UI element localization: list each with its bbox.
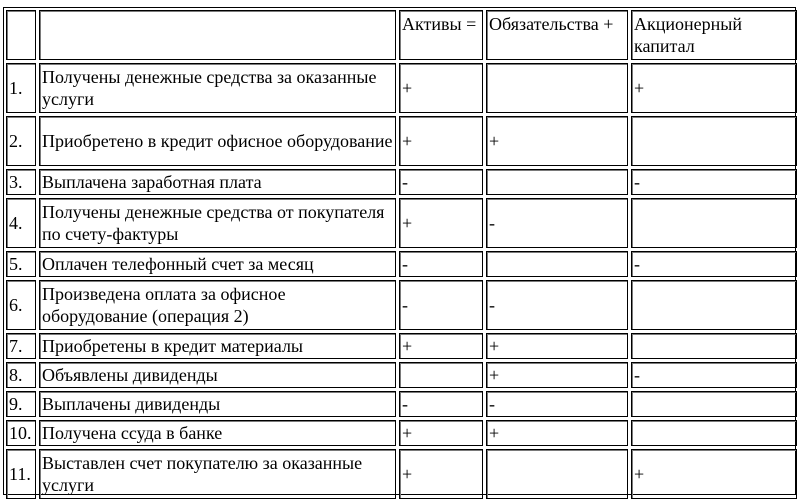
- row-operation: Выплачена заработная плата: [39, 169, 396, 195]
- row-operation: Выставлен счет покупателю за оказанные услуги: [39, 449, 396, 499]
- row-num: 3.: [6, 169, 36, 195]
- table-row: [6, 362, 797, 388]
- row-assets: +: [399, 449, 483, 499]
- row-liabilities: [486, 449, 628, 499]
- header-row: [6, 10, 797, 60]
- table-row: [6, 391, 797, 417]
- row-assets: -: [399, 251, 483, 277]
- table-row: [6, 333, 797, 359]
- row-liabilities: [486, 169, 628, 195]
- row-equity: [631, 391, 797, 417]
- table-row: [6, 280, 797, 330]
- row-operation: Приобретены в кредит материалы: [39, 333, 396, 359]
- row-assets: +: [399, 420, 483, 446]
- row-num: 1.: [6, 63, 36, 113]
- header-liabilities: Обязательства +: [486, 10, 628, 60]
- row-equity: +: [631, 63, 797, 113]
- table-row: [6, 63, 797, 113]
- row-equity: -: [631, 169, 797, 195]
- row-liabilities: [486, 63, 628, 113]
- row-assets: +: [399, 116, 483, 166]
- row-operation: Объявлены дивиденды: [39, 362, 396, 388]
- row-operation: Произведена оплата за офисное оборудование (операция 2): [39, 280, 396, 330]
- row-num: 9.: [6, 391, 36, 417]
- row-num: 2.: [6, 116, 36, 166]
- header-num: [6, 10, 36, 60]
- row-equity: [631, 280, 797, 330]
- row-num: 5.: [6, 251, 36, 277]
- row-num: 6.: [6, 280, 36, 330]
- table-row: [6, 420, 797, 446]
- row-liabilities: -: [486, 280, 628, 330]
- row-operation: Получены денежные средства от покупателя по счету-фактуры: [39, 198, 396, 248]
- row-assets: -: [399, 280, 483, 330]
- row-liabilities: +: [486, 362, 628, 388]
- row-equity: [631, 333, 797, 359]
- row-assets: -: [399, 391, 483, 417]
- table-row: [6, 116, 797, 166]
- row-liabilities: [486, 251, 628, 277]
- table-row: [6, 198, 797, 248]
- table-row: [6, 251, 797, 277]
- row-num: 4.: [6, 198, 36, 248]
- row-operation: Приобретено в кредит офисное оборудование: [39, 116, 396, 166]
- table-row: [6, 449, 797, 499]
- table-row: [6, 169, 797, 195]
- row-assets: +: [399, 333, 483, 359]
- row-equity: [631, 116, 797, 166]
- row-equity: [631, 420, 797, 446]
- row-equity: -: [631, 251, 797, 277]
- row-equity: +: [631, 449, 797, 499]
- header-equity: Акционерный капитал: [631, 10, 797, 60]
- row-assets: +: [399, 198, 483, 248]
- row-assets: [399, 362, 483, 388]
- row-num: 11.: [6, 449, 36, 499]
- row-liabilities: +: [486, 116, 628, 166]
- row-num: 7.: [6, 333, 36, 359]
- row-liabilities: +: [486, 333, 628, 359]
- row-operation: Получены денежные средства за оказанные услуги: [39, 63, 396, 113]
- row-operation: Получена ссуда в банке: [39, 420, 396, 446]
- row-assets: -: [399, 169, 483, 195]
- accounting-equation-table: [3, 7, 800, 502]
- row-operation: Выплачены дивиденды: [39, 391, 396, 417]
- row-num: 10.: [6, 420, 36, 446]
- row-equity: [631, 198, 797, 248]
- header-operation: [39, 10, 396, 60]
- row-num: 8.: [6, 362, 36, 388]
- row-equity: -: [631, 362, 797, 388]
- row-liabilities: -: [486, 198, 628, 248]
- header-assets: Активы =: [399, 10, 483, 60]
- row-liabilities: +: [486, 420, 628, 446]
- row-liabilities: -: [486, 391, 628, 417]
- row-operation: Оплачен телефонный счет за месяц: [39, 251, 396, 277]
- row-assets: +: [399, 63, 483, 113]
